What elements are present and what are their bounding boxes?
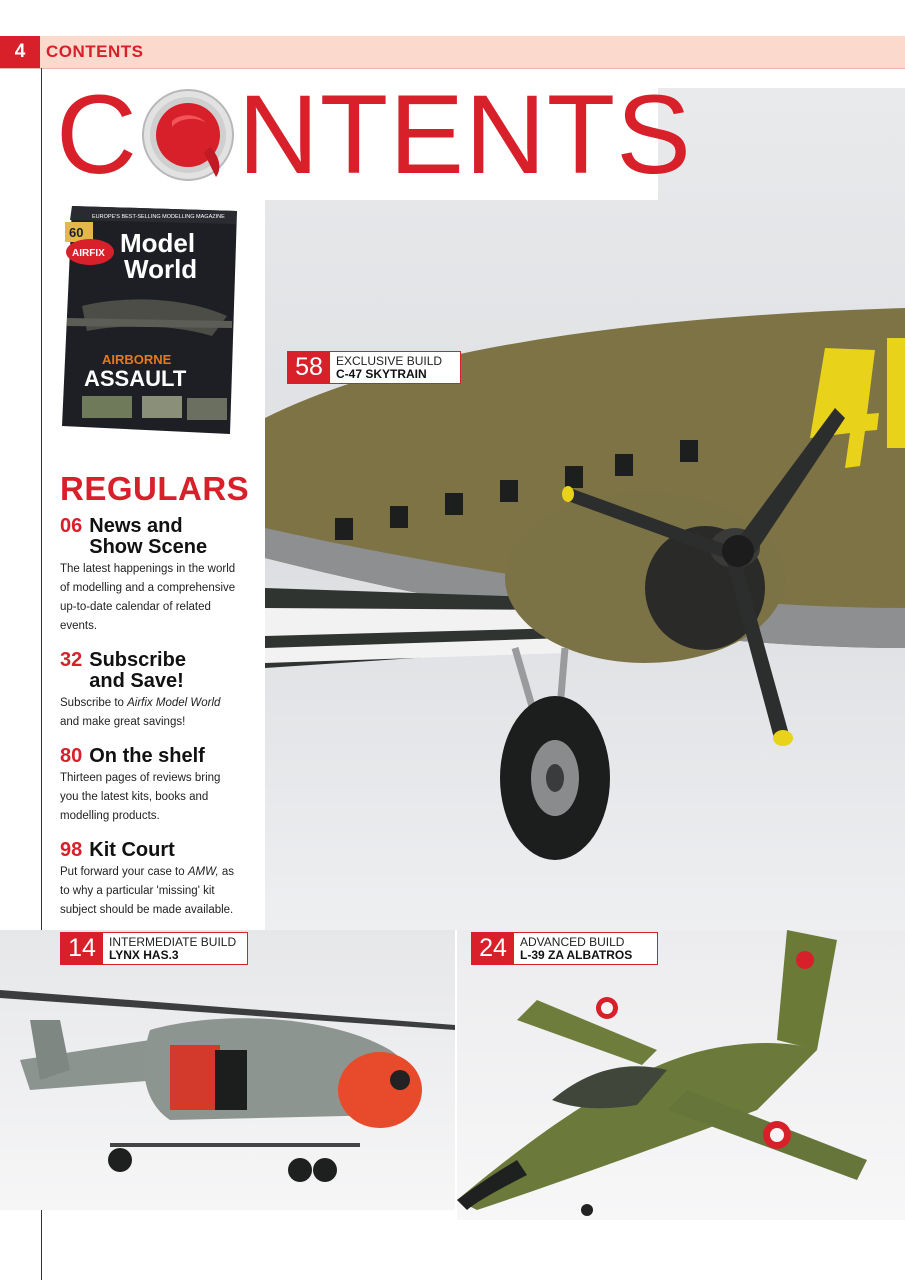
cover-headline-1: AIRBORNE <box>102 352 172 367</box>
l39-albatros-photo <box>457 930 905 1220</box>
title-letter-c: C <box>56 72 138 197</box>
feature-title: C-47 SKYTRAIN <box>336 366 427 381</box>
cover-badge: 60 <box>69 225 84 240</box>
feature-title: LYNX HAS.3 <box>109 947 179 962</box>
c47-skytrain-photo <box>265 88 905 930</box>
feature-kicker: INTERMEDIATE BUILD <box>109 934 237 949</box>
cover-headline-2: ASSAULT <box>84 366 187 391</box>
cover-masthead-1: Model <box>120 228 196 258</box>
cover-tagline: EUROPE'S BEST-SELLING MODELLING MAGAZINE <box>92 214 225 220</box>
title-rest: NTENTS <box>237 72 692 197</box>
feature-tag-c47[interactable] <box>287 351 461 384</box>
paint-tin-icon <box>140 87 236 183</box>
feature-page-number: 14 <box>61 933 103 964</box>
item-description: Thirteen pages of reviews bring you the latest kits, books and modelling products. <box>60 772 221 822</box>
item-description: The latest happenings in the world of modelling and a comprehensive up-to-date calendar of related events. <box>60 563 236 632</box>
feature-tag-lynx[interactable] <box>60 932 248 965</box>
regulars-section <box>60 470 260 934</box>
lynx-has3-photo <box>0 930 455 1210</box>
item-page-number: 98 <box>60 839 83 861</box>
regular-item[interactable] <box>60 650 260 732</box>
item-page-number: 32 <box>60 649 83 671</box>
feature-page-number: 24 <box>472 933 514 964</box>
item-title: On the shelf <box>89 745 205 767</box>
cover-brand: AIRFIX <box>72 248 105 259</box>
magazine-cover-image <box>62 206 242 434</box>
section-header-bar <box>0 36 905 69</box>
item-page-number: 80 <box>60 745 83 767</box>
page-number: 4 <box>0 36 40 68</box>
item-description: Subscribe to Airfix Model World and make great savings! <box>60 697 221 728</box>
item-description: Put forward your case to AMW, as to why a particular 'missing' kit subject should be made available. <box>60 866 235 916</box>
cover-masthead-2: World <box>124 254 198 284</box>
regular-item[interactable] <box>60 840 260 920</box>
item-title-line2: Show Scene <box>89 536 208 558</box>
item-title: News and <box>89 515 183 537</box>
item-page-number: 06 <box>60 515 83 537</box>
feature-kicker: ADVANCED BUILD <box>520 934 625 949</box>
page-title <box>56 72 692 197</box>
feature-tag-l39[interactable] <box>471 932 658 965</box>
feature-kicker: EXCLUSIVE BUILD <box>336 353 443 368</box>
item-title-line2: and Save! <box>89 670 184 692</box>
regular-item[interactable] <box>60 746 260 826</box>
regulars-heading: REGULARS <box>60 470 250 507</box>
section-title: CONTENTS <box>46 42 144 61</box>
item-title: Kit Court <box>89 839 175 861</box>
feature-title: L-39 ZA ALBATROS <box>520 947 633 962</box>
feature-page-number: 58 <box>288 352 330 383</box>
item-title: Subscribe <box>89 649 186 671</box>
regular-item[interactable] <box>60 516 260 636</box>
